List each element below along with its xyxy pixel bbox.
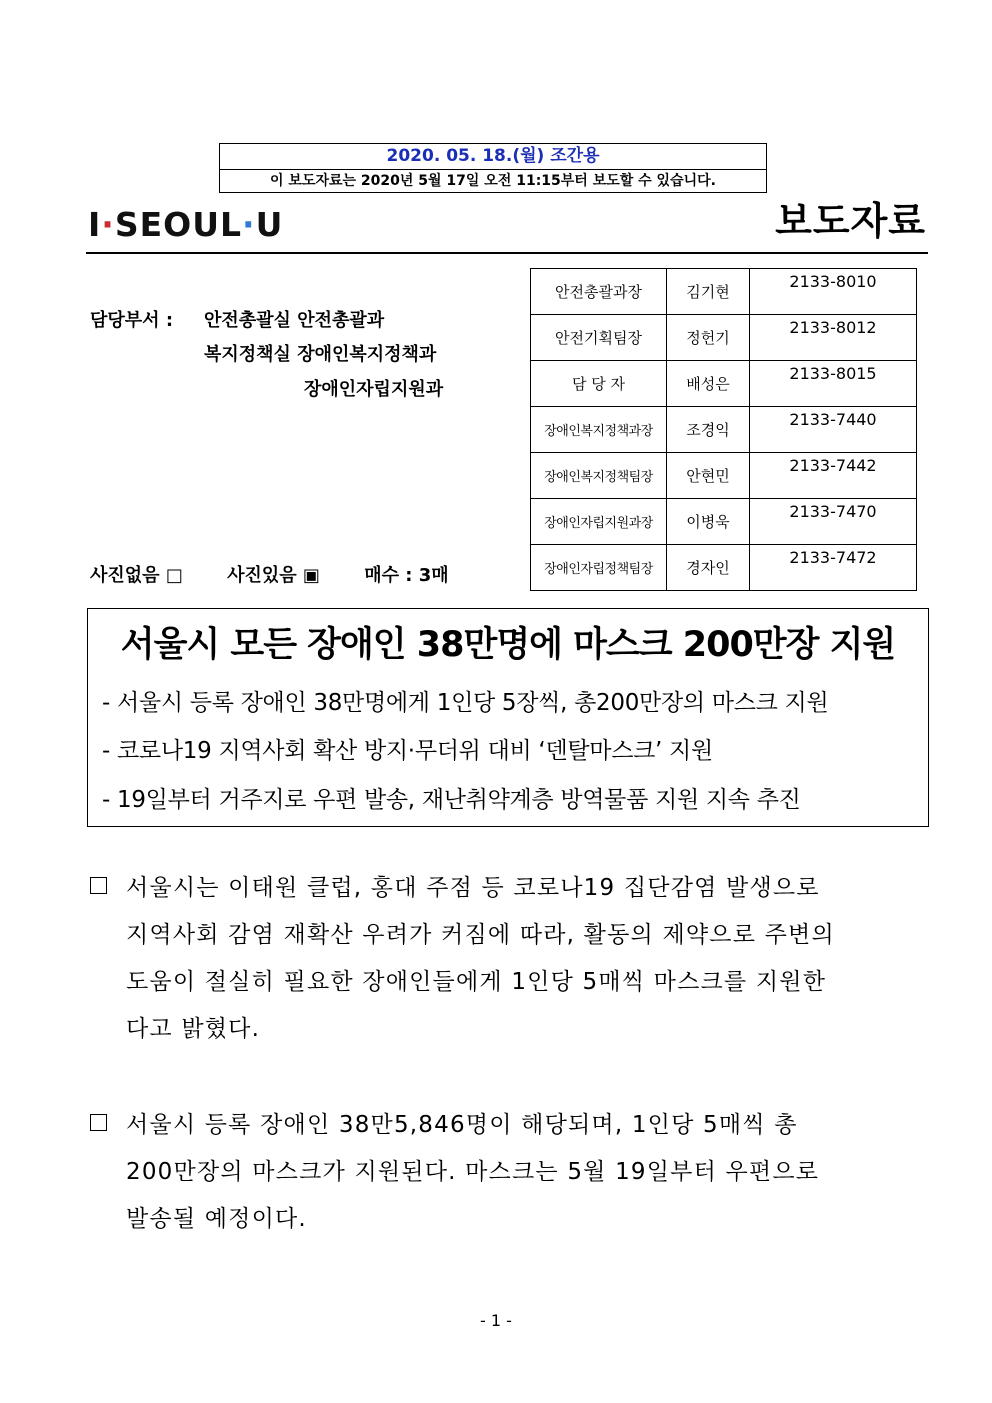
headline-sub-3: - 19일부터 거주지로 우편 발송, 재난취약계층 방역물품 지원 지속 추진 bbox=[102, 787, 801, 813]
headline-sub-2: - 코로나19 지역사회 확산 방지·무더위 대비 ‘덴탈마스크’ 지원 bbox=[102, 738, 713, 764]
contact-name: 안현민 bbox=[667, 453, 750, 499]
contact-title: 안전기획팀장 bbox=[531, 315, 667, 361]
department-line-3: 장애인자립지원과 bbox=[304, 379, 444, 400]
paragraph-line: 발송될 예정이다. bbox=[126, 1206, 307, 1232]
contact-title: 담 당 자 bbox=[531, 361, 667, 407]
contact-table bbox=[530, 268, 917, 591]
photo-count: 매수 : 3매 bbox=[364, 565, 449, 586]
contact-name: 조경익 bbox=[667, 407, 750, 453]
no-photo-label: 사진없음 □ bbox=[90, 565, 183, 586]
body-paragraph-1 bbox=[90, 864, 916, 1064]
contact-name: 배성은 bbox=[667, 361, 750, 407]
contact-phone: 2133-7470 bbox=[750, 499, 917, 545]
department-label: 담당부서 : bbox=[90, 310, 174, 331]
table-row bbox=[531, 315, 917, 361]
body-paragraph-2 bbox=[90, 1101, 916, 1251]
doc-type-title: 보도자료 bbox=[775, 199, 926, 243]
department-line-1: 안전총괄실 안전총괄과 bbox=[204, 310, 385, 331]
paragraph-line: 서울시 등록 장애인 38만5,846명이 해당되며, 1인당 5매씩 총 bbox=[126, 1112, 798, 1138]
table-row bbox=[531, 361, 917, 407]
table-row bbox=[531, 453, 917, 499]
checkbox-bullet-icon bbox=[90, 877, 107, 894]
paragraph-line: 지역사회 감염 재확산 우려가 커짐에 따라, 활동의 제약으로 주변의 bbox=[126, 922, 835, 948]
contact-phone: 2133-7472 bbox=[750, 545, 917, 591]
release-date: 2020. 05. 18.(월) 조간용 bbox=[220, 144, 766, 170]
paragraph-line: 200만장의 마스크가 지원된다. 마스크는 5월 19일부터 우편으로 bbox=[126, 1159, 820, 1185]
table-row bbox=[531, 545, 917, 591]
embargo-text: 이 보도자료는 2020년 5월 17일 오전 11:15부터 보도할 수 있습니다. bbox=[270, 173, 716, 189]
table-row bbox=[531, 407, 917, 453]
seoul-logo: I·SEOUL·U bbox=[88, 205, 284, 244]
embargo-box bbox=[219, 143, 767, 193]
photo-info bbox=[90, 561, 487, 587]
paragraph-line: 도움이 절실히 필요한 장애인들에게 1인당 5매씩 마스크를 지원한 bbox=[126, 969, 827, 995]
checkbox-bullet-icon bbox=[90, 1114, 107, 1131]
contact-phone: 2133-7442 bbox=[750, 453, 917, 499]
headline-sub-1: - 서울시 등록 장애인 38만명에게 1인당 5장씩, 총200만장의 마스크 지원 bbox=[102, 690, 829, 716]
page-number: - 1 - bbox=[480, 1311, 512, 1330]
contact-name: 김기현 bbox=[667, 269, 750, 315]
header-divider bbox=[86, 252, 928, 254]
with-photo-label: 사진있음 ▣ bbox=[227, 565, 320, 586]
headline-title: 서울시 모든 장애인 38만명에 마스크 200만장 지원 bbox=[120, 625, 896, 665]
table-row bbox=[531, 499, 917, 545]
contact-phone: 2133-8015 bbox=[750, 361, 917, 407]
contact-name: 경자인 bbox=[667, 545, 750, 591]
paragraph-line: 다고 밝혔다. bbox=[126, 1016, 261, 1042]
contact-title: 안전총괄과장 bbox=[531, 269, 667, 315]
contact-phone: 2133-7440 bbox=[750, 407, 917, 453]
headline-box bbox=[87, 608, 929, 827]
contact-title: 장애인복지정책팀장 bbox=[531, 453, 667, 499]
paragraph-line: 서울시는 이태원 클럽, 홍대 주점 등 코로나19 집단감염 발생으로 bbox=[126, 875, 820, 901]
contact-title: 장애인복지정책과장 bbox=[531, 407, 667, 453]
department-line-2: 복지정책실 장애인복지정책과 bbox=[204, 344, 437, 365]
table-row bbox=[531, 269, 917, 315]
contact-name: 이병욱 bbox=[667, 499, 750, 545]
contact-title: 장애인자립정책팀장 bbox=[531, 545, 667, 591]
contact-title: 장애인자립지원과장 bbox=[531, 499, 667, 545]
contact-phone: 2133-8010 bbox=[750, 269, 917, 315]
contact-phone: 2133-8012 bbox=[750, 315, 917, 361]
contact-name: 정헌기 bbox=[667, 315, 750, 361]
